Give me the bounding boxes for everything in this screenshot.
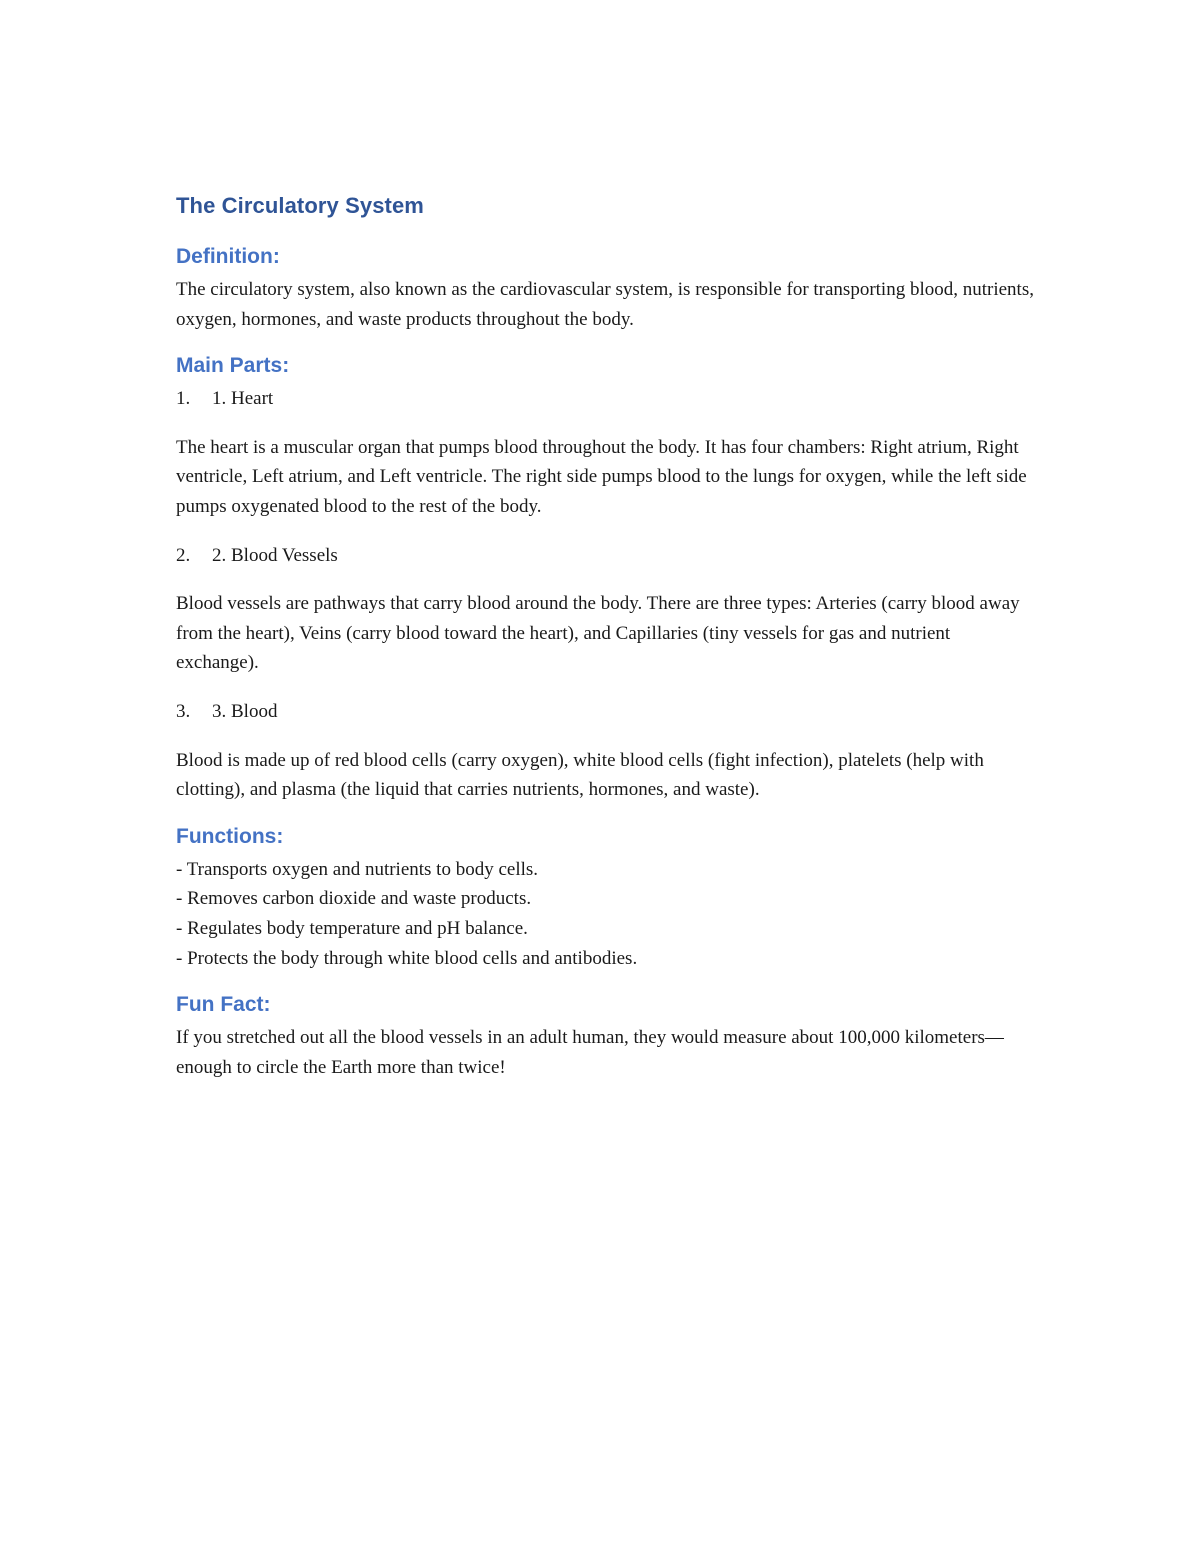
list-item-blood xyxy=(176,697,1036,727)
list-number: 3. xyxy=(176,700,191,722)
function-item: - Removes carbon dioxide and waste products. xyxy=(176,888,532,910)
functions-heading: Functions: xyxy=(176,824,284,848)
function-item: - Protects the body through white blood cells and antibodies. xyxy=(176,947,638,969)
heart-description: The heart is a muscular organ that pumps blood throughout the body. It has four chambers: Right atrium, Right ventricle, Left atrium, and Left ventricle. The right side pumps blood to the lungs for oxygen, while the left side pumps oxygenated blood to the rest of the body. xyxy=(176,436,1027,517)
list-label: 1. Heart xyxy=(212,388,274,410)
document-title: The Circulatory System xyxy=(176,193,424,218)
list-number: 1. xyxy=(176,388,191,410)
list-item-blood-vessels xyxy=(176,541,1036,571)
list-label: 3. Blood xyxy=(212,700,278,722)
fun-fact-heading: Fun Fact: xyxy=(176,993,271,1017)
list-label: 2. Blood Vessels xyxy=(212,544,338,566)
definition-heading: Definition: xyxy=(176,245,280,268)
definition-text: The circulatory system, also known as the cardiovascular system, is responsible for transporting blood, nutrients, oxygen, hormones, and waste products throughout the body. xyxy=(176,279,1034,330)
fun-fact-text: If you stretched out all the blood vessels in an adult human, they would measure about 100,000 kilometers—enough to circle the Earth more than twice! xyxy=(176,1027,1004,1078)
functions-list xyxy=(176,855,1036,973)
blood-vessels-description: Blood vessels are pathways that carry blood around the body. There are three types: Arteries (carry blood away from the heart), Veins (carry blood toward the heart), and Capillaries (tiny vessels for gas and nutrient exchange). xyxy=(176,593,1020,674)
main-parts-heading: Main Parts: xyxy=(176,354,290,378)
list-number: 2. xyxy=(176,544,191,566)
list-item-heart xyxy=(176,384,1036,414)
function-item: - Regulates body temperature and pH balance. xyxy=(176,917,528,939)
blood-description: Blood is made up of red blood cells (carry oxygen), white blood cells (fight infection), platelets (help with clotting), and plasma (the liquid that carries nutrients, hormones, and waste). xyxy=(176,749,984,801)
function-item: - Transports oxygen and nutrients to body cells. xyxy=(176,858,539,880)
document-body xyxy=(176,188,1036,1082)
